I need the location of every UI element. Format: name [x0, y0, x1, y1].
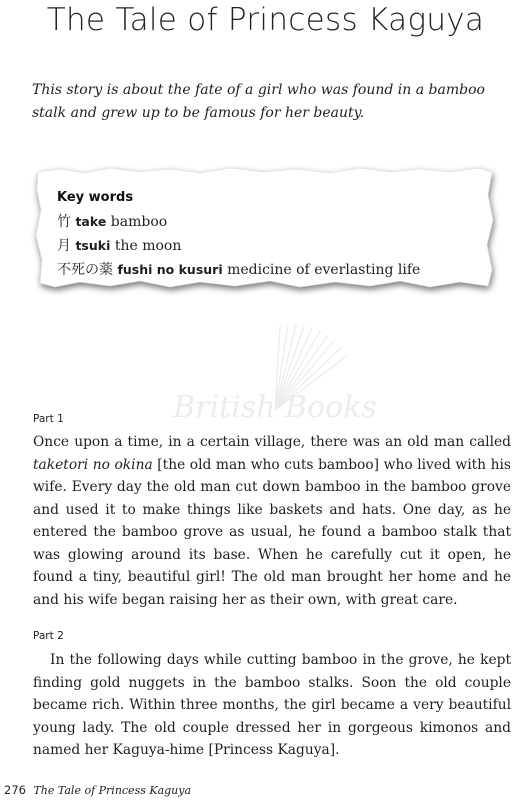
running-title: The Tale of Princess Kaguya	[33, 784, 192, 797]
key-word-kanji: 不死の薬	[57, 262, 113, 278]
key-word-romaji: tsuki	[75, 238, 111, 253]
key-word-row	[57, 258, 420, 282]
part-1-text-end: [the old man who cuts bamboo] who lived with his wife. Every day the old man cut down bamboo in the bamboo grove and used it to make things like baskets and hats. One day, as he entered the bamboo grove as usual, he found a bamboo stalk that was glowing around its base. When he carefully cut it open, he found a tiny, beautiful girl! The old man brought her home and he and his wife began raising her as their own, with great care.	[33, 456, 511, 608]
page-footer	[4, 783, 191, 797]
watermark-text: British Books	[173, 390, 377, 425]
key-word-kanji: 竹	[57, 214, 71, 230]
part-1-italic-term: taketori no okina	[33, 456, 153, 473]
key-words-box	[30, 160, 500, 296]
part-1-label: Part 1	[33, 413, 64, 425]
key-word-kanji: 月	[57, 238, 71, 254]
part-2-label: Part 2	[33, 630, 64, 642]
page-title: The Tale of Princess Kaguya	[46, 2, 485, 38]
key-word-meaning: the moon	[114, 238, 182, 254]
page-number: 276	[4, 783, 26, 797]
key-word-meaning: medicine of everlasting life	[227, 262, 421, 278]
key-word-romaji: fushi no kusuri	[117, 262, 223, 277]
part-2-paragraph: In the following days while cutting bamboo in the grove, he kept finding gold nuggets in the bamboo stalks. Soon the old couple became rich. Within three months, the girl became a very beautiful young lady. The old couple dressed her in gorgeous kimonos and named her Kaguya-hime [Princess Kaguya].	[33, 652, 511, 758]
key-word-row	[57, 234, 420, 258]
key-words-heading: Key words	[57, 190, 134, 205]
key-word-meaning: bamboo	[110, 214, 168, 230]
part-1-paragraph	[33, 431, 511, 611]
part-1-text-start: Once upon a time, in a certain village, there was an old man called	[33, 434, 511, 450]
intro-text: This story is about the fate of a girl who was found in a bamboo stalk and grew up to be famous for her beauty.	[32, 82, 485, 121]
key-word-romaji: take	[75, 214, 107, 229]
key-word-row	[57, 210, 420, 234]
